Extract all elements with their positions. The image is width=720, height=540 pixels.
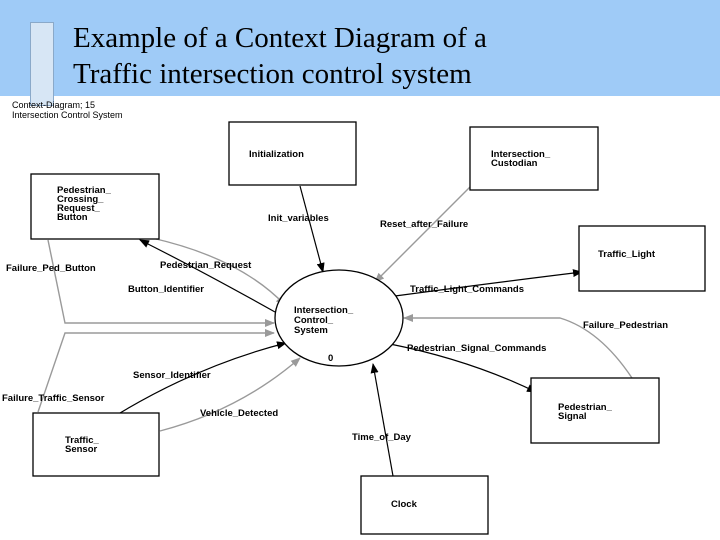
entity-traffic-light-label: Traffic_Light [598,249,656,260]
process-label-line-1: Intersection_ [294,305,354,316]
flow-label-failure-traffic-sensor: Failure_Traffic_Sensor [2,393,105,404]
flow-label-failure-pedestrian: Failure_Pedestrian [583,320,669,331]
flow-label-init-variables: Init_variables [268,213,329,224]
entity-custodian-label-line-1: Intersection_ [491,149,551,160]
flow-button-identifier [140,240,275,312]
flow-time-of-day [373,364,393,476]
flow-label-failure-ped-button: Failure_Ped_Button [6,263,96,274]
entity-clock-label: Clock [391,499,417,510]
flow-reset-after-failure [375,187,470,282]
entity-initialization-label: Initialization [249,149,304,160]
flow-label-pedestrian-signal-commands: Pedestrian_Signal_Commands [407,343,547,354]
slide-title-line-2: Traffic intersection control system [73,58,472,90]
process-number: 0 [328,353,334,364]
entity-ped-button-label-line-1: Pedestrian_ [57,185,111,196]
flow-init-variables [300,186,323,272]
flow-label-traffic-light-commands: Traffic_Light_Commands [410,284,525,295]
flow-label-button-identifier: Button_Identifier [128,284,204,295]
entity-ped-signal-label-line-1: Pedestrian_ [558,402,612,413]
flow-failure-ped-button [48,240,274,323]
entity-traffic-sensor-label-line-1: Traffic_ [65,435,99,446]
flow-label-sensor-identifier: Sensor_Identifier [133,370,211,381]
diagram-caption-line-1: Context-Diagram; 15 [12,100,96,110]
entity-clock [361,476,488,534]
flow-label-pedestrian-request: Pedestrian_Request [160,260,252,271]
process-label-line-2: Control_ [294,315,334,326]
slide-title-line-1: Example of a Context Diagram of a [73,22,487,54]
flow-label-reset-after-failure: Reset_after_Failure [380,219,469,230]
entity-ped-button-label-line-3: Request_ [57,203,100,214]
diagram-caption-line-2: Intersection Control System [12,110,123,120]
entity-ped-button-label-line-4: Button [57,212,88,223]
flow-label-vehicle-detected: Vehicle_Detected [200,408,279,419]
entity-custodian-label-line-2: Custodian [491,158,538,169]
entity-ped-button-label-line-2: Crossing_ [57,194,104,205]
process-label-line-3: System [294,325,328,336]
entity-traffic-sensor-label-line-2: Sensor [65,444,98,455]
entity-ped-signal-label-line-2: Signal [558,411,587,422]
flow-label-time-of-day: Time_of_Day [352,432,411,443]
flow-vehicle-detected [160,358,300,431]
